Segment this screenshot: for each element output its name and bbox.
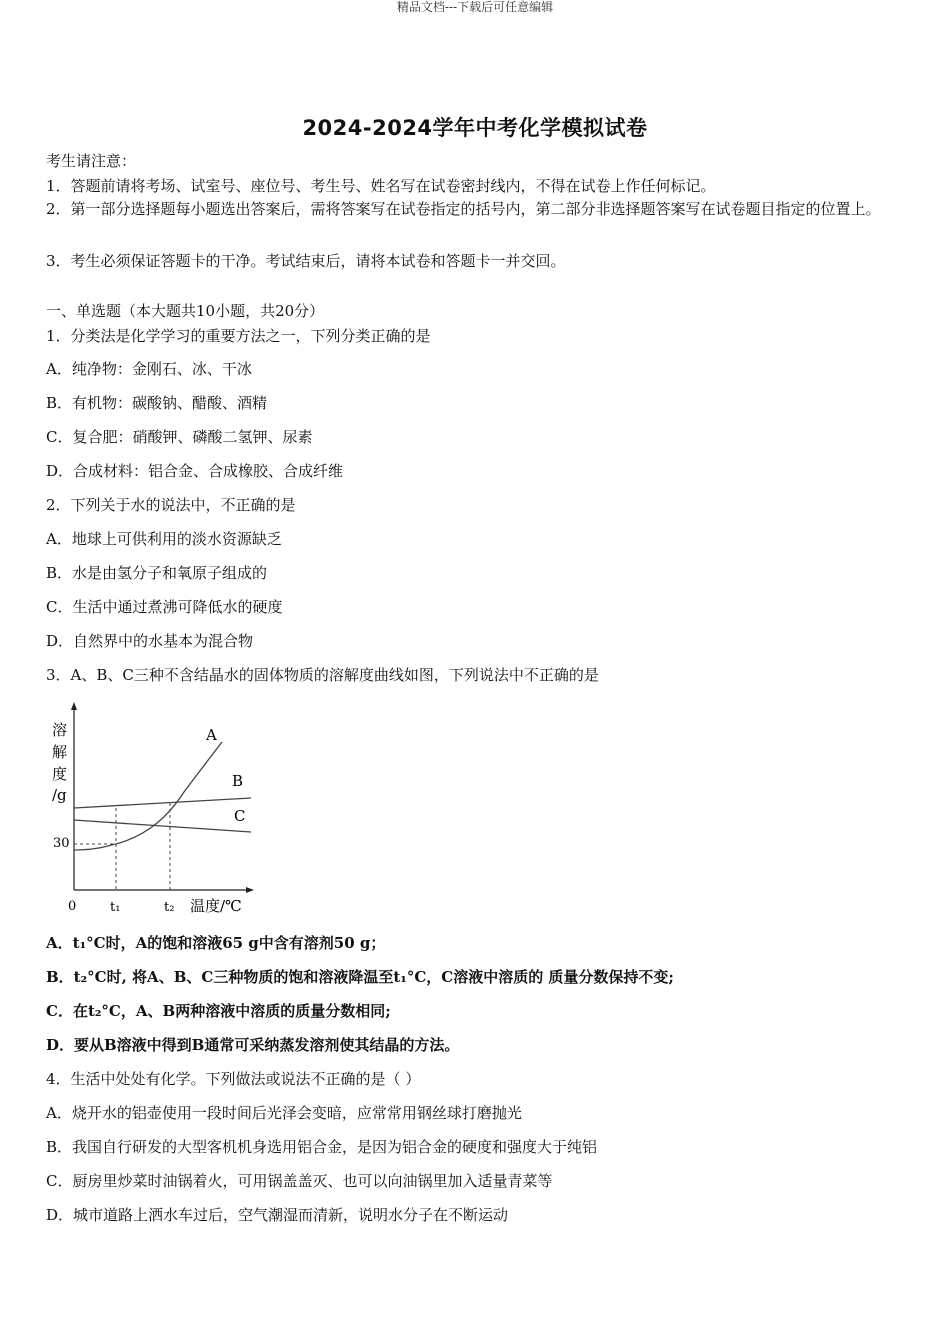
x-tick-label: t₂ <box>164 900 175 915</box>
option-b: B．t₂°C时, 将A、B、C三种物质的饱和溶液降温至t₁°C，C溶液中溶质的 质量分数保持不变; <box>46 968 674 986</box>
series-b-line <box>74 798 251 808</box>
ylabel-char: 度 <box>52 765 68 783</box>
y-tick-label: 30 <box>53 836 70 851</box>
notice-heading: 考生请注意： <box>46 152 137 170</box>
x-tick-label: t₁ <box>110 900 121 915</box>
series-label: B <box>232 772 244 790</box>
series-a-curve <box>74 742 222 850</box>
option-a: A．t₁°C时，A的饱和溶液65 g中含有溶剂50 g； <box>46 934 386 952</box>
option-b: B．有机物：碳酸钠、醋酸、酒精 <box>46 394 268 412</box>
page-header: 精品文档---下载后可任意编辑 <box>396 0 554 14</box>
question-stem: 1．分类法是化学学习的重要方法之一，下列分类正确的是 <box>46 327 431 345</box>
option-a: A．纯净物：金刚石、冰、干冰 <box>46 360 252 378</box>
y-axis-arrow <box>71 702 77 710</box>
x-axis-label: 温度/℃ <box>190 897 242 915</box>
option-d: D．城市道路上洒水车过后，空气潮湿而清新，说明水分子在不断运动 <box>46 1206 509 1224</box>
option-a: A．烧开水的铝壶使用一段时间后光泽会变暗，应常常用钢丝球打磨抛光 <box>46 1104 522 1122</box>
ylabel-char: /g <box>52 786 67 804</box>
series-label: C <box>234 807 246 825</box>
ylabel-char: 解 <box>52 743 68 761</box>
option-d: D．要从B溶液中得到B通常可采纳蒸发溶剂使其结晶的方法。 <box>46 1036 460 1054</box>
question-stem: 2．下列关于水的说法中，不正确的是 <box>46 496 296 514</box>
notice-item: 1．答题前请将考场、试室号、座位号、考生号、姓名写在试卷密封线内，不得在试卷上作任何标记。 <box>46 177 716 195</box>
question-stem: 3．A、B、C三种不含结晶水的固体物质的溶解度曲线如图，下列说法中不正确的是 <box>46 666 599 684</box>
question-stem: 4．生活中处处有化学。下列做法或说法不正确的是（ ） <box>46 1070 421 1088</box>
option-c: C．复合肥：硝酸钾、磷酸二氢钾、尿素 <box>46 428 313 446</box>
ylabel-char: 溶 <box>52 721 68 739</box>
option-b: B．水是由氢分子和氧原子组成的 <box>46 564 268 582</box>
option-d: D．合成材料：铝合金、合成橡胶、合成纤维 <box>46 462 344 480</box>
option-a: A．地球上可供利用的淡水资源缺乏 <box>46 530 282 548</box>
option-c: C．生活中通过煮沸可降低水的硬度 <box>46 598 283 616</box>
x-axis-arrow <box>246 887 254 893</box>
series-c-line <box>74 820 251 832</box>
section-heading: 一、单选题（本大题共10小题，共20分） <box>46 302 325 320</box>
option-c: C．在t₂°C，A、B两种溶液中溶质的质量分数相同; <box>46 1002 391 1020</box>
option-b: B．我国自行研发的大型客机机身选用铝合金，是因为铝合金的硬度和强度大于纯铝 <box>46 1138 598 1156</box>
notice-item: 2．第一部分选择题每小题选出答案后，需将答案写在试卷指定的括号内，第二部分非选择题答案写在试卷题目指定的位置上。 <box>46 200 881 218</box>
origin-label: 0 <box>68 899 77 914</box>
page-title: 2024-2024学年中考化学模拟试卷 <box>302 116 648 140</box>
option-d: D．自然界中的水基本为混合物 <box>46 632 254 650</box>
notice-item: 3．考生必须保证答题卡的干净。考试结束后，请将本试卷和答题卡一并交回。 <box>46 252 566 270</box>
solubility-chart <box>44 700 264 920</box>
option-c: C．厨房里炒菜时油锅着火，可用锅盖盖灭、也可以向油锅里加入适量青菜等 <box>46 1172 553 1190</box>
series-label: A <box>206 726 217 744</box>
